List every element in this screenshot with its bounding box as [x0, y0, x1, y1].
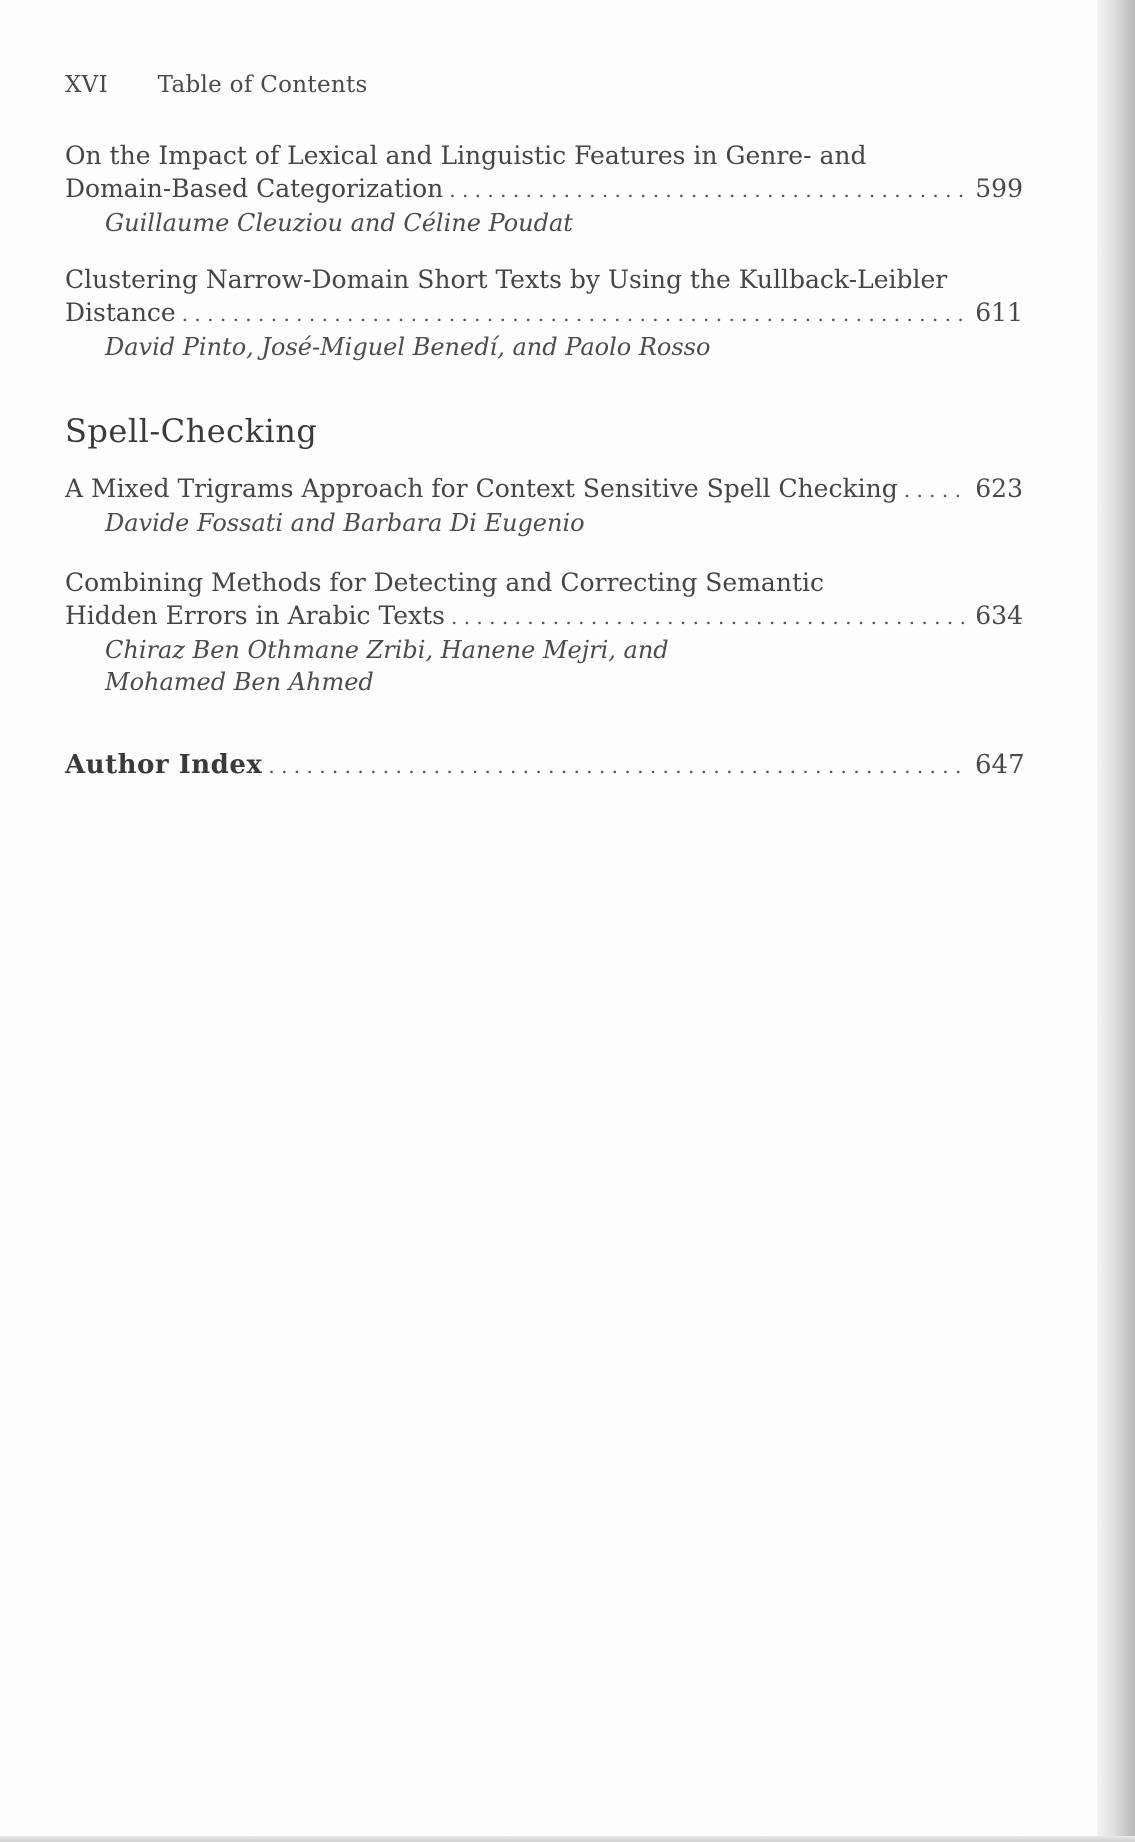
dot-leader [449, 174, 969, 207]
scan-bottom-edge [0, 1836, 1135, 1842]
entry-authors: Chiraz Ben Othmane Zribi, Hanene Mejri, and [105, 636, 669, 664]
entry-authors: Guillaume Cleuziou and Céline Poudat [105, 209, 573, 237]
dot-leader [182, 298, 969, 331]
entry-leader-line [65, 296, 1023, 331]
author-index-entry[interactable] [65, 748, 1023, 783]
entry-page-number: 599 [975, 174, 1023, 203]
toc-entry[interactable] [65, 472, 1023, 539]
author-index-page-number: 647 [975, 750, 1025, 780]
entry-page-number: 634 [975, 601, 1023, 630]
entry-authors: Davide Fossati and Barbara Di Eugenio [105, 509, 585, 537]
entry-title-line: Hidden Errors in Arabic Texts [65, 601, 445, 630]
dot-leader [904, 474, 969, 507]
toc-entry[interactable] [65, 139, 1023, 239]
author-index-label: Author Index [65, 750, 263, 780]
running-head [65, 72, 368, 98]
toc-entry[interactable] [65, 263, 1023, 363]
section-heading: Spell-Checking [65, 412, 318, 450]
toc-entry[interactable] [65, 566, 1023, 698]
entry-title-line: Domain-Based Categorization [65, 174, 444, 203]
scan-edge-shadow [1097, 0, 1135, 1842]
page-numeral: XVI [65, 72, 108, 98]
running-head-title: Table of Contents [157, 72, 368, 98]
entry-authors: Mohamed Ben Ahmed [105, 668, 374, 696]
dot-leader [268, 749, 969, 783]
entry-title-line: On the Impact of Lexical and Linguistic Features in Genre- and [65, 141, 867, 170]
entry-leader-line [65, 472, 1023, 507]
entry-leader-line [65, 748, 1023, 783]
entry-authors: David Pinto, José-Miguel Benedí, and Paolo Rosso [105, 333, 711, 361]
entry-title-line: Clustering Narrow-Domain Short Texts by Using the Kullback-Leibler [65, 265, 948, 294]
entry-title-line: Distance [65, 298, 176, 327]
entry-title-line: Combining Methods for Detecting and Correcting Semantic [65, 568, 824, 597]
dot-leader [451, 601, 969, 634]
entry-leader-line [65, 599, 1023, 634]
entry-leader-line [65, 172, 1023, 207]
entry-page-number: 623 [975, 474, 1023, 503]
entry-page-number: 611 [975, 298, 1023, 327]
entry-title-line: A Mixed Trigrams Approach for Context Sensitive Spell Checking [65, 474, 898, 503]
